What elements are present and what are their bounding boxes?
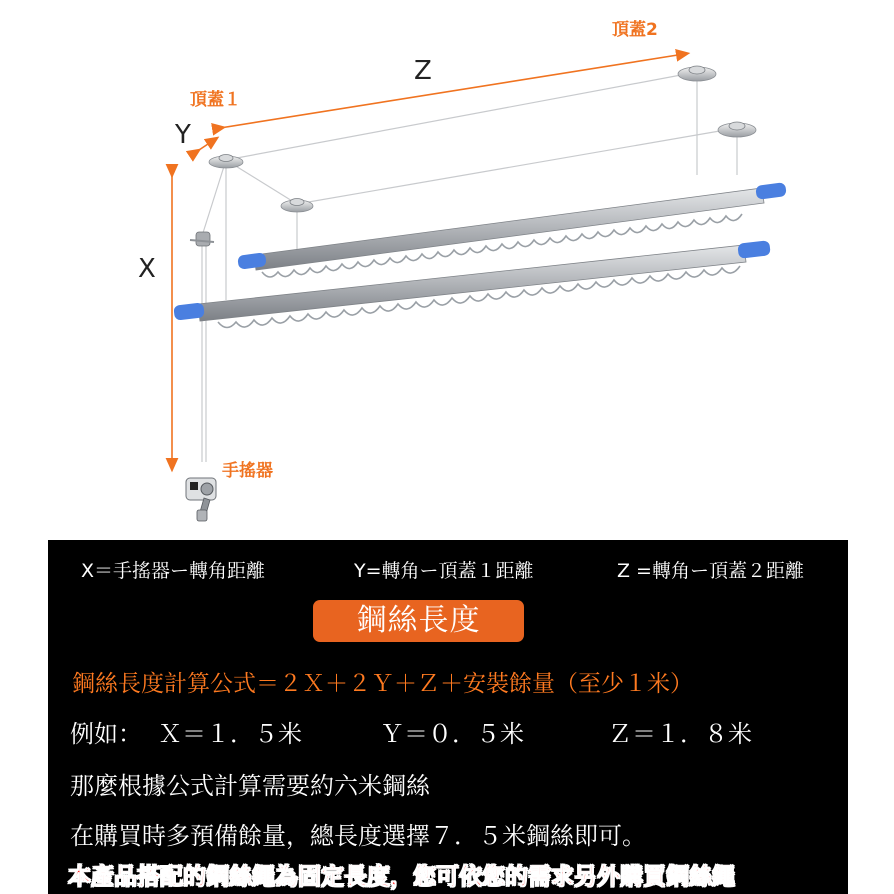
dim-x-definition: X＝手搖器ー轉角距離 bbox=[81, 560, 266, 582]
hand-crank bbox=[186, 478, 216, 521]
wire-length-info-panel bbox=[48, 540, 848, 894]
dim-y-definition: Y=轉角ー頂蓋１距離 bbox=[354, 560, 534, 582]
example-y-value: Ｙ＝０．５米 bbox=[380, 720, 524, 748]
example-x-value: Ｘ＝１．５米 bbox=[158, 720, 302, 748]
corner-pulley bbox=[190, 232, 214, 246]
label-cap-2: 頂蓋2 bbox=[612, 20, 658, 40]
fixed-length-notice: 本產品搭配的鋼絲繩為固定長度，您可依您的需求另外購買鋼絲繩 bbox=[68, 864, 735, 890]
result-text: 那麼根據公式計算需要約六米鋼絲 bbox=[70, 772, 430, 800]
label-x: X bbox=[138, 254, 156, 284]
top-cap-4 bbox=[281, 199, 313, 213]
dim-z-definition: Z =轉角ー頂蓋２距離 bbox=[617, 560, 804, 582]
section-title-badge: 鋼絲長度 bbox=[313, 600, 524, 642]
example-z-value: Ｚ＝１．８米 bbox=[608, 720, 752, 748]
label-crank: 手搖器 bbox=[222, 461, 273, 481]
drying-pole-front bbox=[173, 240, 770, 327]
top-cap-1 bbox=[209, 155, 243, 169]
label-cap-1: 頂蓋１ bbox=[190, 90, 241, 110]
label-z: Z bbox=[414, 56, 432, 86]
top-cap-2 bbox=[678, 66, 716, 81]
top-cap-3 bbox=[718, 122, 756, 137]
example-label: 例如： bbox=[70, 720, 142, 748]
purchase-advice-text: 在購買時多預備餘量，總長度選擇７．５米鋼絲即可。 bbox=[70, 822, 646, 850]
label-y: Y bbox=[175, 120, 191, 150]
length-formula: 鋼絲長度計算公式＝２Ｘ＋２Ｙ＋Ｚ＋安裝餘量（至少１米） bbox=[72, 671, 693, 697]
